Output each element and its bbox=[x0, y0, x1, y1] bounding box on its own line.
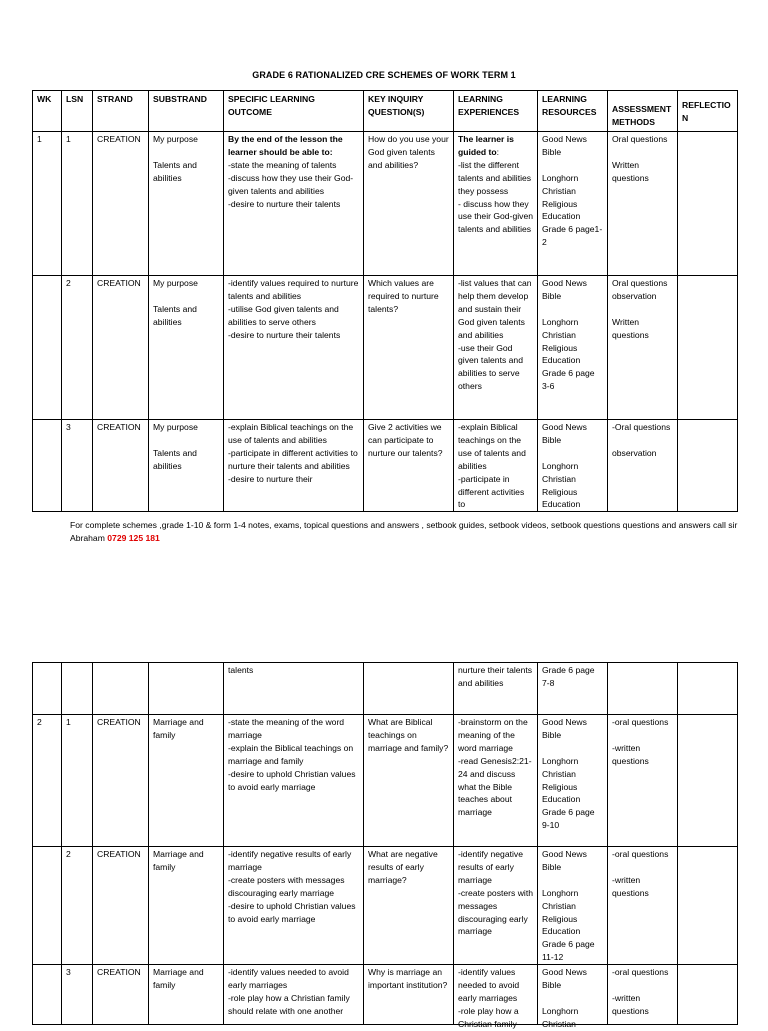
cell-lsn: 1 bbox=[62, 132, 93, 276]
cell-reflection bbox=[678, 132, 738, 276]
cell-strand: CREATION bbox=[93, 132, 149, 276]
cell-experiences bbox=[454, 715, 538, 847]
cell-wk bbox=[33, 965, 62, 1025]
cell-assessment bbox=[608, 847, 678, 965]
spacer bbox=[612, 861, 673, 874]
assessment-line: Oral questions bbox=[612, 134, 668, 144]
cell-assessment bbox=[608, 420, 678, 512]
spacer bbox=[542, 874, 603, 887]
header-question: KEY INQUIRY QUESTION(S) bbox=[364, 91, 454, 132]
resources-line: Longhorn Christian Religious Education bbox=[542, 460, 581, 510]
cell-substrand bbox=[149, 420, 224, 512]
cell-resources bbox=[538, 132, 608, 276]
table-row bbox=[33, 663, 738, 715]
spacer bbox=[153, 146, 219, 159]
cell-reflection bbox=[678, 420, 738, 512]
cell-question bbox=[364, 420, 454, 512]
experience-line: -list values that can help them develop and sustain their God given talents and abilities bbox=[458, 278, 532, 340]
cell-outcome bbox=[224, 663, 364, 715]
outcome-line: -discuss how they use their God-given talents and abilities bbox=[228, 172, 354, 196]
resources-line: Good News Bible bbox=[542, 422, 587, 445]
substrand-line: Marriage and family bbox=[153, 717, 204, 740]
cell-experiences bbox=[454, 965, 538, 1029]
assessment-line: observation bbox=[612, 447, 657, 458]
question-line: Which values are required to nurture talents? bbox=[368, 278, 439, 314]
cell-outcome bbox=[224, 715, 364, 847]
spacer bbox=[612, 979, 673, 992]
cell-reflection bbox=[678, 276, 738, 420]
substrand-line: My purpose bbox=[153, 422, 198, 432]
spacer bbox=[153, 290, 219, 303]
experience-line: -list the different talents and abilities they possess bbox=[458, 159, 532, 196]
assessment-line: Written questions bbox=[612, 316, 649, 340]
header-assessment: ASSESSMENT METHODS bbox=[608, 91, 678, 132]
table-row bbox=[33, 420, 738, 512]
cell-question bbox=[364, 276, 454, 420]
substrand-line: Talents and abilities bbox=[153, 159, 197, 183]
cell-substrand bbox=[149, 715, 224, 847]
cell-question bbox=[364, 965, 454, 1025]
experience-line: -participate in different activities to bbox=[458, 473, 525, 510]
question-line: What are Biblical teachings on marriage and family? bbox=[368, 717, 449, 753]
resources-line: Longhorn Christian Religious Education Grade 6 page 3-6 bbox=[542, 316, 595, 392]
cell-experiences bbox=[454, 847, 538, 965]
assessment-line: Written questions bbox=[612, 159, 649, 183]
assessment-line: -oral questions bbox=[612, 967, 669, 977]
table-row bbox=[33, 132, 738, 276]
promo-text: For complete schemes ,grade 1-10 & form 1-4 notes, exams, topical questions and answers , setbook guides, setbook videos, setbook questions questions and answers call sir Abraham bbox=[70, 520, 738, 543]
table-row bbox=[33, 276, 738, 420]
assessment-line: -oral questions bbox=[612, 717, 669, 727]
experience-line: -read Genesis2:21-24 and discuss what the Bible teaches about marriage bbox=[458, 755, 532, 818]
cell-wk bbox=[33, 663, 62, 715]
cell-question bbox=[364, 715, 454, 847]
header-resources: LEARNING RESOURCES bbox=[538, 91, 608, 132]
cell-outcome bbox=[224, 132, 364, 276]
cell-lsn: 1 bbox=[62, 715, 93, 847]
experience-line: - discuss how they use their God-given talents and abilities bbox=[458, 198, 533, 235]
cell-substrand bbox=[149, 663, 224, 715]
resources-line: Good News Bible bbox=[542, 967, 587, 990]
header-row bbox=[33, 91, 738, 132]
cell-resources bbox=[538, 847, 608, 965]
cell-experiences bbox=[454, 420, 538, 512]
cell-lsn: 2 bbox=[62, 847, 93, 965]
cell-outcome bbox=[224, 420, 364, 512]
cell-assessment bbox=[608, 132, 678, 276]
promo-note bbox=[70, 519, 750, 545]
resources-line: Longhorn Christian bbox=[542, 1005, 579, 1029]
cell-strand: CREATION bbox=[93, 965, 149, 1025]
cell-resources bbox=[538, 420, 608, 512]
outcome-line: -desire to nurture their bbox=[228, 473, 313, 484]
assessment-line: -Oral questions bbox=[612, 422, 671, 432]
assessment-line: Oral questions observation bbox=[612, 278, 668, 301]
cell-experiences bbox=[454, 276, 538, 420]
promo-phone: 0729 125 181 bbox=[107, 533, 160, 543]
spacer bbox=[612, 729, 673, 742]
schemes-table-1 bbox=[32, 90, 738, 512]
header-substrand: SUBSTRAND bbox=[149, 91, 224, 132]
assessment-line: -oral questions bbox=[612, 849, 669, 859]
outcome-line: -identify values needed to avoid early marriages bbox=[228, 967, 349, 990]
cell-wk: 1 bbox=[33, 132, 62, 276]
substrand-line: Marriage and family bbox=[153, 967, 204, 990]
cell-resources bbox=[538, 663, 608, 715]
cell-strand: CREATION bbox=[93, 420, 149, 512]
header-lsn: LSN bbox=[62, 91, 93, 132]
cell-resources bbox=[538, 965, 608, 1029]
substrand-line: Talents and abilities bbox=[153, 303, 197, 327]
cell-substrand bbox=[149, 847, 224, 965]
spacer bbox=[542, 742, 603, 755]
cell-substrand bbox=[149, 965, 224, 1025]
cell-wk bbox=[33, 420, 62, 512]
cell-wk bbox=[33, 276, 62, 420]
resources-line: Longhorn Christian Religious Education Grade 6 page 9-10 bbox=[542, 755, 595, 831]
substrand-line: Talents and abilities bbox=[153, 447, 197, 471]
resources-line: Grade 6 page 7-8 bbox=[542, 665, 595, 688]
outcome-line: -desire to nurture their talents bbox=[228, 329, 341, 340]
cell-assessment bbox=[608, 276, 678, 420]
assessment-line: -written questions bbox=[612, 874, 649, 898]
outcome-line: -role play how a Christian family should relate with one another bbox=[228, 992, 350, 1016]
spacer bbox=[153, 434, 219, 447]
experience-line: -create posters with messages discouraging early marriage bbox=[458, 887, 533, 937]
outcome-line: -participate in different activities to nurture their talents and abilities bbox=[228, 447, 358, 471]
header-experiences: LEARNING EXPERIENCES bbox=[454, 91, 538, 132]
cell-lsn: 3 bbox=[62, 965, 93, 1025]
cell-lsn: 2 bbox=[62, 276, 93, 420]
cell-reflection bbox=[678, 847, 738, 965]
experience-line: -role play how a Christian family bbox=[458, 1005, 519, 1029]
cell-reflection bbox=[678, 965, 738, 1025]
cell-experiences bbox=[454, 132, 538, 276]
resources-line: Good News Bible bbox=[542, 134, 587, 157]
resources-line: Longhorn Christian Religious Education Grade 6 page 11-12 bbox=[542, 887, 595, 963]
schemes-table-2 bbox=[32, 662, 738, 1029]
cell-strand: CREATION bbox=[93, 847, 149, 965]
cell-outcome bbox=[224, 965, 364, 1025]
spacer bbox=[542, 447, 603, 460]
header-strand: STRAND bbox=[93, 91, 149, 132]
spacer bbox=[612, 434, 673, 447]
outcome-line: -identify values required to nurture talents and abilities bbox=[228, 278, 359, 301]
outcome-line: -explain Biblical teachings on the use of talents and abilities bbox=[228, 422, 354, 445]
experience-line: -identify negative results of early marriage bbox=[458, 849, 523, 885]
experience-bold: The learner is guided to: bbox=[458, 134, 514, 157]
outcome-line: -desire to uphold Christian values to avoid early marriage bbox=[228, 768, 356, 792]
cell-question bbox=[364, 847, 454, 965]
header-outcome: SPECIFIC LEARNING OUTCOME bbox=[224, 91, 364, 132]
outcome-line: -state the meaning of talents bbox=[228, 159, 337, 170]
cell-outcome bbox=[224, 847, 364, 965]
spacer bbox=[612, 303, 673, 316]
cell-assessment bbox=[608, 663, 678, 715]
outcome-line: talents bbox=[228, 665, 254, 675]
experience-line: -brainstorm on the meaning of the word marriage bbox=[458, 717, 528, 753]
spacer bbox=[542, 159, 603, 172]
cell-question bbox=[364, 663, 454, 715]
cell-resources bbox=[538, 715, 608, 847]
outcome-line: -utilise God given talents and abilities to serve others bbox=[228, 303, 339, 327]
table-row bbox=[33, 965, 738, 1025]
cell-reflection bbox=[678, 663, 738, 715]
cell-assessment bbox=[608, 715, 678, 847]
cell-strand bbox=[93, 663, 149, 715]
table-row bbox=[33, 847, 738, 965]
resources-line: Good News Bible bbox=[542, 849, 587, 872]
question-line: How do you use your God given talents and abilities? bbox=[368, 134, 449, 170]
cell-wk bbox=[33, 847, 62, 965]
cell-substrand bbox=[149, 276, 224, 420]
assessment-line: -written questions bbox=[612, 742, 649, 766]
outcome-line: -desire to uphold Christian values to avoid early marriage bbox=[228, 900, 356, 924]
substrand-line: Marriage and family bbox=[153, 849, 204, 872]
cell-strand: CREATION bbox=[93, 715, 149, 847]
spacer bbox=[542, 992, 603, 1005]
table-row bbox=[33, 715, 738, 847]
cell-question bbox=[364, 132, 454, 276]
cell-substrand bbox=[149, 132, 224, 276]
question-line: What are negative results of early marriage? bbox=[368, 849, 438, 885]
experience-line: -explain Biblical teachings on the use of talents and abilities bbox=[458, 422, 526, 471]
experience-line: -use their God given talents and abilities to serve others bbox=[458, 342, 523, 392]
cell-lsn: 3 bbox=[62, 420, 93, 512]
experience-line: -identify values needed to avoid early marriages bbox=[458, 967, 520, 1003]
cell-resources bbox=[538, 276, 608, 420]
cell-reflection bbox=[678, 715, 738, 847]
question-line: Give 2 activities we can participate to nurture our talents? bbox=[368, 422, 443, 458]
outcome-line: -explain the Biblical teachings on marriage and family bbox=[228, 742, 354, 766]
header-wk: WK bbox=[33, 91, 62, 132]
experience-line: nurture their talents and abilities bbox=[458, 665, 533, 688]
cell-strand: CREATION bbox=[93, 276, 149, 420]
cell-assessment bbox=[608, 965, 678, 1025]
header-reflection: REFLECTION bbox=[678, 91, 738, 132]
cell-wk: 2 bbox=[33, 715, 62, 847]
resources-line: Good News Bible bbox=[542, 717, 587, 740]
outcome-line: -create posters with messages discouraging early marriage bbox=[228, 874, 345, 898]
question-line: Why is marriage an important institution? bbox=[368, 967, 448, 990]
outcome-line: -desire to nurture their talents bbox=[228, 198, 341, 209]
resources-line: Good News Bible bbox=[542, 278, 587, 301]
outcome-line: -state the meaning of the word marriage bbox=[228, 717, 345, 740]
spacer bbox=[612, 146, 673, 159]
assessment-line: -written questions bbox=[612, 992, 649, 1016]
substrand-line: My purpose bbox=[153, 134, 198, 144]
substrand-line: My purpose bbox=[153, 278, 198, 288]
outcome-bold: By the end of the lesson the learner should be able to: bbox=[228, 134, 343, 157]
cell-lsn bbox=[62, 663, 93, 715]
outcome-line: -identify negative results of early marriage bbox=[228, 849, 352, 872]
spacer bbox=[542, 303, 603, 316]
cell-outcome bbox=[224, 276, 364, 420]
page-title: GRADE 6 RATIONALIZED CRE SCHEMES OF WORK TERM 1 bbox=[252, 70, 516, 80]
cell-experiences bbox=[454, 663, 538, 715]
resources-line: Longhorn Christian Religious Education Grade 6 page1-2 bbox=[542, 172, 603, 248]
